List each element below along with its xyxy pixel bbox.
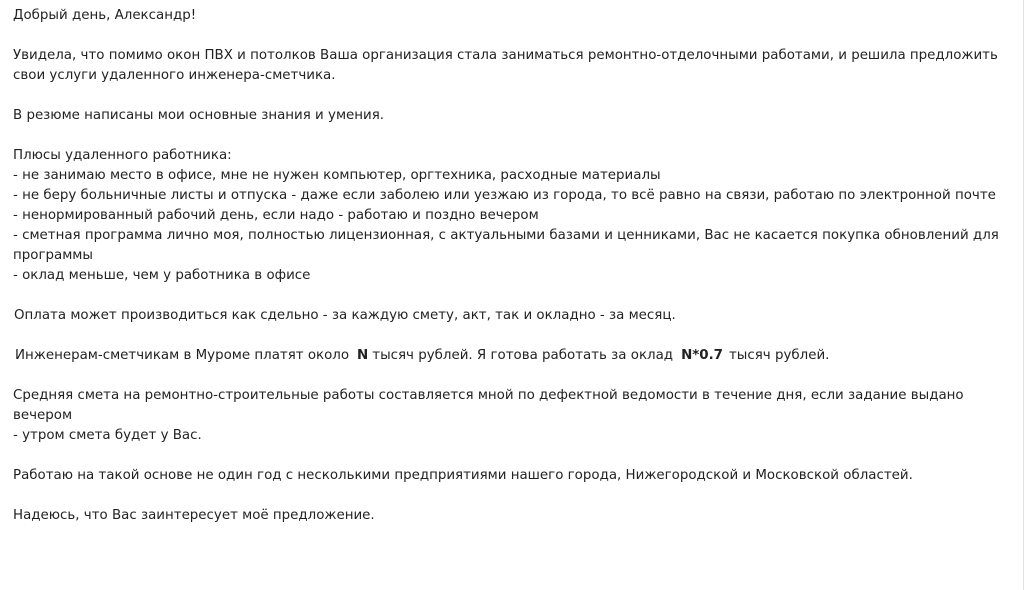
plus-item: - ненормированный рабочий день, если надо - работаю и поздно вечером [13,208,539,223]
greeting: Добрый день, Александр! [13,8,197,23]
paragraph-spacer [13,446,1013,466]
plus-item: - оклад меньше, чем у работника в офисе [13,268,311,283]
estimate-line: - утром смета будет у Вас. [13,428,202,443]
plus-item: - не беру больничные листы и отпуска - даже если заболею или уезжаю из города, то всё равно на связи, работаю по электронной почте [13,188,996,203]
salary-text: тысяч рублей. Я готова работать за оклад [372,348,674,363]
plus-item: - не занимаю место в офисе, мне не нужен компьютер, оргтехника, расходные материалы [13,168,661,183]
salary-text: тысяч рублей. [729,348,830,363]
letter-text [13,6,1013,526]
closing-sentence: Надеюсь, что Вас заинтересует моё предложение. [13,508,375,523]
paragraph-spacer [13,86,1013,106]
plus-item: - сметная программа лично моя, полностью лицензионная, с актуальными базами и ценниками, Вас не касается покупка обновлений для [13,228,999,243]
paragraph-spacer [13,26,1013,46]
paragraph-spacer [13,286,1013,306]
paragraph-spacer [13,326,1013,346]
intro-line: Увидела, что помимо окон ПВХ и потолков Ваша организация стала заниматься ремонтно-отделочными работами, и решила предложить [13,48,998,63]
payment-sentence: Оплата может производиться как сдельно - за каждую смету, акт, так и окладно - за месяц. [14,308,676,323]
pluses-title: Плюсы удаленного работника: [13,148,232,163]
plus-item: программы [13,248,93,263]
paragraph-spacer [13,126,1013,146]
paragraph-spacer [13,486,1013,506]
estimate-line: Средняя смета на ремонтно-строительные работы составляется мной по дефектной ведомости в течение дня, если задание выдано вечером [13,388,968,423]
intro-line: свои услуги удаленного инженера-сметчика. [13,68,336,83]
experience-sentence: Работаю на такой основе не один год с несколькими предприятиями нашего города, Нижегородской и Московской областей. [13,468,913,483]
salary-line [13,346,1013,366]
resume-sentence: В резюме написаны мои основные знания и умения. [13,108,385,123]
paragraph-spacer [13,366,1013,386]
salary-variable: N*0.7 [681,348,723,363]
salary-text: Инженерам-сметчикам в Муроме платят около [15,348,350,363]
salary-variable: N [357,348,369,363]
